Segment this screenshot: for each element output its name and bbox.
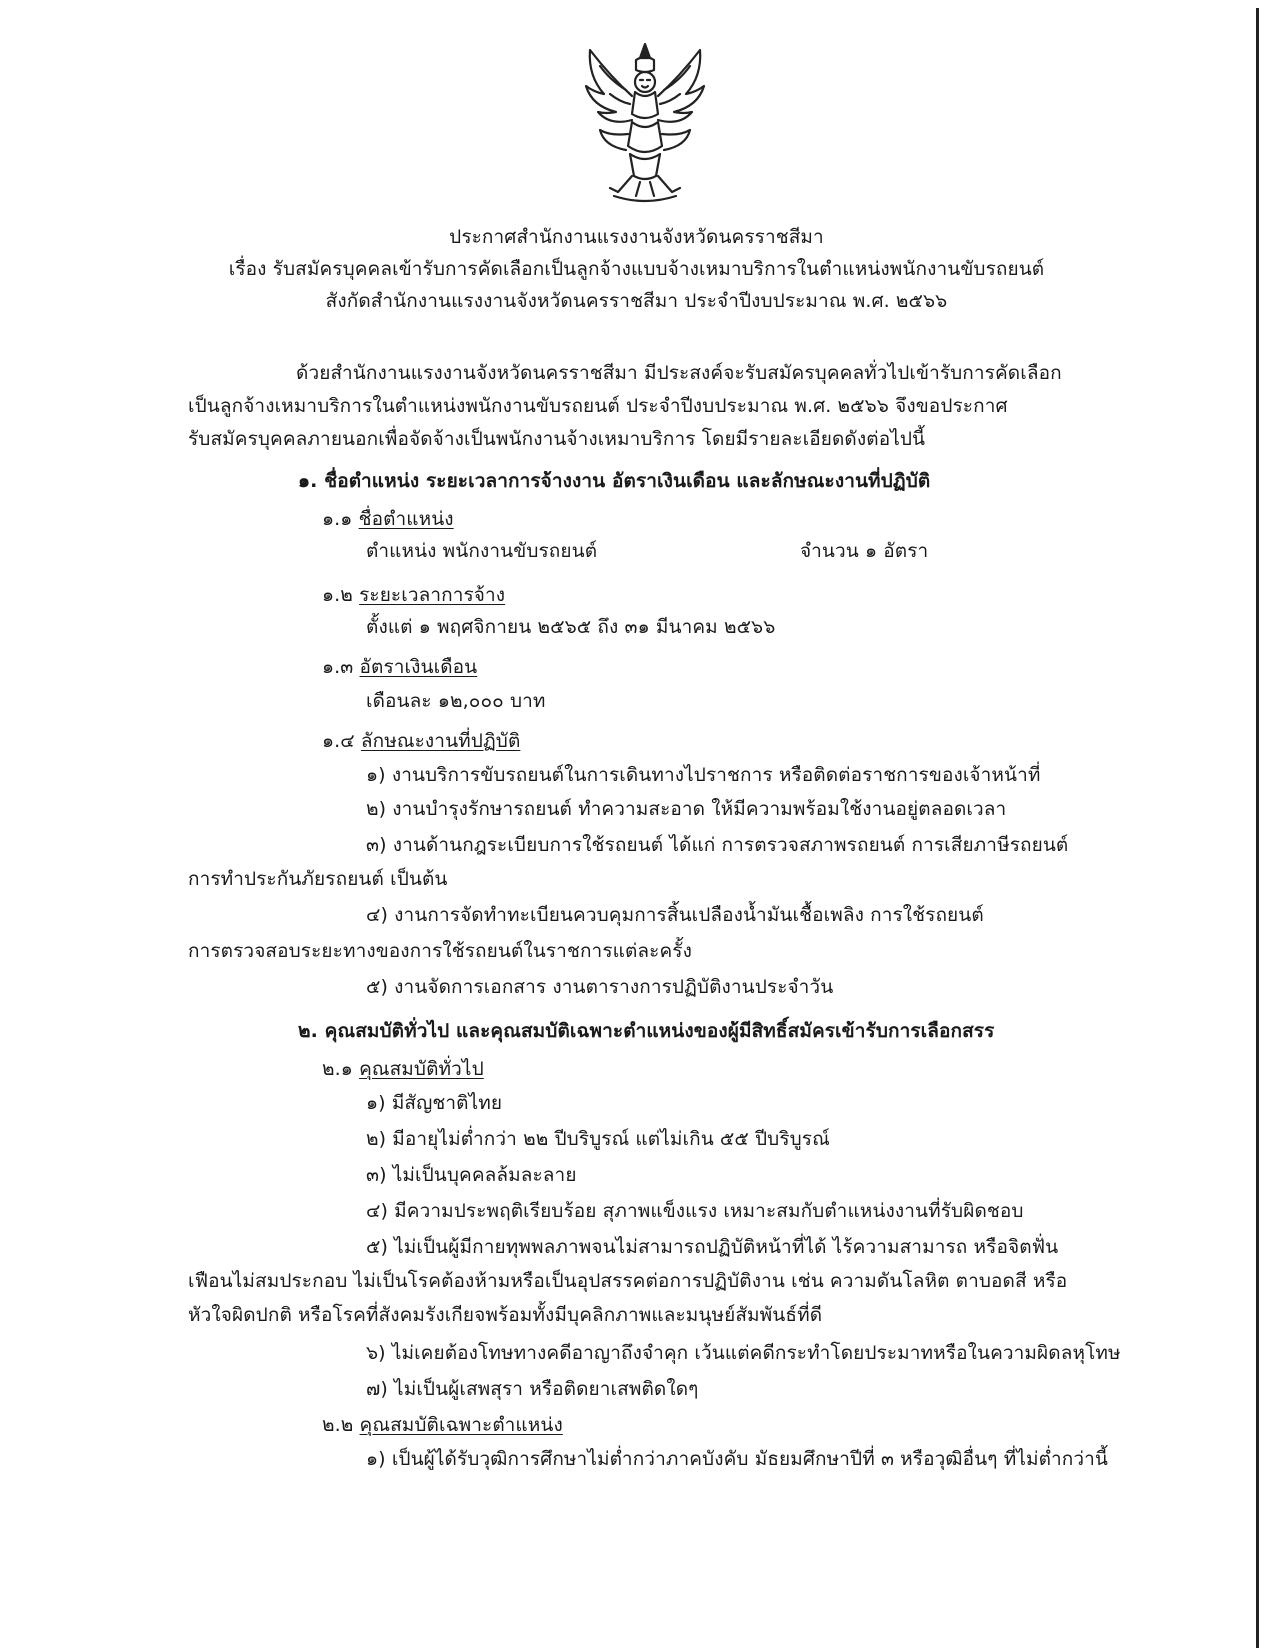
subsection-number: ๑.๒ (322, 584, 353, 606)
subsection-title: ชื่อตำแหน่ง (358, 508, 454, 530)
garuda-emblem (570, 36, 720, 211)
qualification-item: ๓) ไม่เป็นบุคคลล้มละลาย (366, 1164, 577, 1186)
duty-item: ๓) งานด้านกฎระเบียบการใช้รถยนต์ ได้แก่ การตรวจสภาพรถยนต์ การเสียภาษีรถยนต์ (366, 834, 1069, 856)
section-1-heading: ๑. ชื่อตำแหน่ง ระยะเวลาการจ้างงาน อัตราเงินเดือน และลักษณะงานที่ปฏิบัติ (298, 470, 931, 492)
duty-item-continued: การทำประกันภัยรถยนต์ เป็นต้น (188, 868, 448, 890)
salary-rate: เดือนละ ๑๒,๐๐๐ บาท (366, 690, 546, 712)
intro-line-3: รับสมัครบุคคลภายนอกเพื่อจัดจ้างเป็นพนักงานจ้างเหมาบริการ โดยมีรายละเอียดดังต่อไปนี้ (188, 428, 926, 450)
subsection-title: ระยะเวลาการจ้าง (359, 584, 506, 606)
subsection-1-4 (322, 730, 520, 753)
intro-line-2: เป็นลูกจ้างเหมาบริการในตำแหน่งพนักงานขับรถยนต์ ประจำปีงบประมาณ พ.ศ. ๒๕๖๖ จึงขอประกาศ (188, 395, 1008, 417)
subsection-title: คุณสมบัติเฉพาะตำแหน่ง (359, 1414, 563, 1436)
qualification-item-continued: เฟือนไม่สมประกอบ ไม่เป็นโรคต้องห้ามหรือเป็นอุปสรรคต่อการปฏิบัติงาน เช่น ความดันโลหิต ตาบอดสี หรือ (188, 1270, 1068, 1292)
qualification-item: ๑) มีสัญชาติไทย (366, 1092, 503, 1114)
subsection-number: ๑.๔ (322, 730, 355, 752)
duty-item: ๑) งานบริการขับรถยนต์ในการเดินทางไปราชการ หรือติดต่อราชการของเจ้าหน้าที่ (366, 764, 1041, 786)
qualification-item-continued: หัวใจผิดปกติ หรือโรคที่สังคมรังเกียจพร้อมทั้งมีบุคลิกภาพและมนุษย์สัมพันธ์ที่ดี (188, 1304, 823, 1326)
subsection-title: อัตราเงินเดือน (359, 656, 478, 678)
section-2-heading: ๒. คุณสมบัติทั่วไป และคุณสมบัติเฉพาะตำแหน่งของผู้มีสิทธิ์สมัครเข้ารับการเลือกสรร (298, 1020, 995, 1042)
scan-edge-line (1256, 8, 1259, 1648)
announcement-title: ประกาศสำนักงานแรงงานจังหวัดนครราชสีมา (449, 226, 824, 248)
duty-item: ๔) งานการจัดทำทะเบียนควบคุมการสิ้นเปลืองน้ำมันเชื้อเพลิง การใช้รถยนต์ (366, 904, 984, 926)
subsection-1-2 (322, 584, 505, 607)
duty-item: ๕) งานจัดการเอกสาร งานตารางการปฏิบัติงานประจำวัน (366, 976, 834, 998)
announcement-subject: เรื่อง รับสมัครบุคคลเข้ารับการคัดเลือกเป็นลูกจ้างแบบจ้างเหมาบริการในตำแหน่งพนักงานขับรถยนต์ (228, 258, 1045, 280)
qualification-item: ๒) มีอายุไม่ต่ำกว่า ๒๒ ปีบริบูรณ์ แต่ไม่เกิน ๕๕ ปีบริบูรณ์ (366, 1128, 830, 1150)
qualification-item: ๕) ไม่เป็นผู้มีกายทุพพลภาพจนไม่สามารถปฏิบัติหน้าที่ได้ ไร้ความสามารถ หรือจิตฟั่น (366, 1236, 1059, 1258)
duty-item-continued: การตรวจสอบระยะทางของการใช้รถยนต์ในราชการแต่ละครั้ง (188, 940, 692, 962)
qualification-item: ๗) ไม่เป็นผู้เสพสุรา หรือติดยาเสพติดใดๆ (366, 1378, 699, 1400)
intro-line-1: ด้วยสำนักงานแรงงานจังหวัดนครราชสีมา มีประสงค์จะรับสมัครบุคคลทั่วไปเข้ารับการคัดเลือก (296, 362, 1062, 384)
subsection-number: ๒.๑ (322, 1058, 353, 1080)
position-quantity: จำนวน ๑ อัตรา (800, 540, 929, 562)
subsection-number: ๒.๒ (322, 1414, 354, 1436)
qualification-item: ๔) มีความประพฤติเรียบร้อย สุภาพแข็งแรง เหมาะสมกับตำแหน่งงานที่รับผิดชอบ (366, 1200, 1024, 1222)
subsection-2-2 (322, 1414, 563, 1437)
subsection-title: ลักษณะงานที่ปฏิบัติ (360, 730, 521, 752)
specific-qualification-item: ๑) เป็นผู้ได้รับวุฒิการศึกษาไม่ต่ำกว่าภาคบังคับ มัธยมศึกษาปีที่ ๓ หรือวุฒิอื่นๆ ที่ไม่ต่ำกว่านี้ (366, 1448, 1108, 1470)
subsection-1-1 (322, 508, 454, 531)
duty-item: ๒) งานบำรุงรักษารถยนต์ ทำความสะอาด ให้มีความพร้อมใช้งานอยู่ตลอดเวลา (366, 798, 1007, 820)
subsection-1-3 (322, 656, 477, 679)
qualification-item: ๖) ไม่เคยต้องโทษทางคดีอาญาถึงจำคุก เว้นแต่คดีกระทำโดยประมาทหรือในความผิดลหุโทษ (366, 1342, 1121, 1364)
position-name: ตำแหน่ง พนักงานขับรถยนต์ (366, 540, 598, 562)
subsection-number: ๑.๑ (322, 508, 353, 530)
subsection-2-1 (322, 1058, 484, 1081)
subsection-number: ๑.๓ (322, 656, 354, 678)
announcement-affiliation: สังกัดสำนักงานแรงงานจังหวัดนครราชสีมา ประจำปีงบประมาณ พ.ศ. ๒๕๖๖ (325, 290, 948, 312)
subsection-title: คุณสมบัติทั่วไป (359, 1058, 484, 1080)
employment-period: ตั้งแต่ ๑ พฤศจิกายน ๒๕๖๕ ถึง ๓๑ มีนาคม ๒๕๖๖ (366, 616, 776, 638)
